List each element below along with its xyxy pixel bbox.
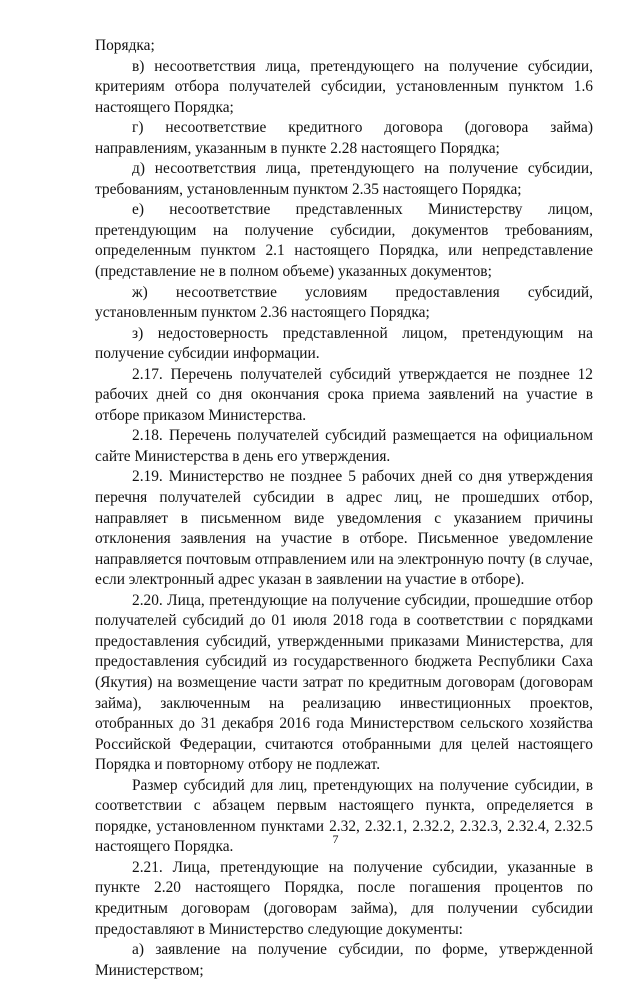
paragraph: 2.21. Лица, претендующие на получение субсидии, указанные в пункте 2.20 настоящего Порядка, после погашения процентов по кредитным договорам (договорам займа), для получении субсидии предоставляют в Министерство следующие документы: [95, 858, 593, 938]
paragraph: з) недостоверность представленной лицом, претендующим на получение субсидии информации. [95, 324, 593, 363]
paragraph: а) заявление на получение субсидии, по форме, утвержденной Министерством; [95, 941, 593, 979]
paragraph: 2.17. Перечень получателей субсидий утверждается не позднее 12 рабочих дней со дня окончания срока приема заявлений на участие в отборе приказом Министерства. [95, 365, 593, 424]
paragraph: Порядка; [95, 37, 155, 54]
paragraph: ж) несоответствие условиям предоставления субсидий, установленным пунктом 2.36 настоящего Порядка; [95, 283, 593, 322]
paragraph: 2.20. Лица, претендующие на получение субсидии, прошедшие отбор получателей субсидий до 01 июля 2018 года в соответствии с порядками предоставления субсидий, утвержденными приказами Министерства, для предоставления субсидий из государственного бюджета Республики Саха (Якутия) на возмещение части затрат по кредитным договорам (договорам займа), заключенным на реализацию инвестиционных проектов, отобранных до 31 декабря 2016 года Министерством сельского хозяйства Российской Федерации, считаются отобранными для целей настоящего Порядка и повторному отбору не подлежат. [95, 591, 593, 774]
paragraph: Размер субсидий для лиц, претендующих на получение субсидии, в соответствии с абзацем первым настоящего пункта, определяется в порядке, установленном пунктами 2.32, 2.32.1, 2.32.2, 2.32.3, 2.32.4, 2.32.5 настоящего Порядка. [95, 776, 593, 856]
paragraph: 2.18. Перечень получателей субсидий размещается на официальном сайте Министерства в день его утверждения. [95, 427, 593, 465]
paragraph: 2.19. Министерство не позднее 5 рабочих дней со дня утверждения перечня получателей субсидии в адрес лиц, не прошедших отбор, направляет в письменном виде уведомления с указанием причины отклонения заявления на участие в отборе. Письменное уведомление направляется почтовым отправлением или на электронную почту (в случае, если электронный адрес указан в заявлении на участие в отборе). [95, 468, 593, 589]
page-number: 7 [332, 832, 339, 846]
paragraph: в) несоответствия лица, претендующего на получение субсидии, критериям отбора получателей субсидии, установленным пунктом 1.6 настоящего Порядка; [95, 57, 593, 116]
paragraph: г) несоответствие кредитного договора (договора займа) направлениям, указанным в пункте 2.28 настоящего Порядка; [95, 119, 593, 157]
paragraph: е) несоответствие представленных Министерству лицом, претендующим на получение субсидии, документов требованиям, определенным пунктом 2.1 настоящего Порядка, или непредставление (представление не в полном объеме) указанных документов; [95, 201, 593, 281]
paragraph: д) несоответствия лица, претендующего на получение субсидии, требованиям, установленным пунктом 2.35 настоящего Порядка; [95, 160, 593, 198]
